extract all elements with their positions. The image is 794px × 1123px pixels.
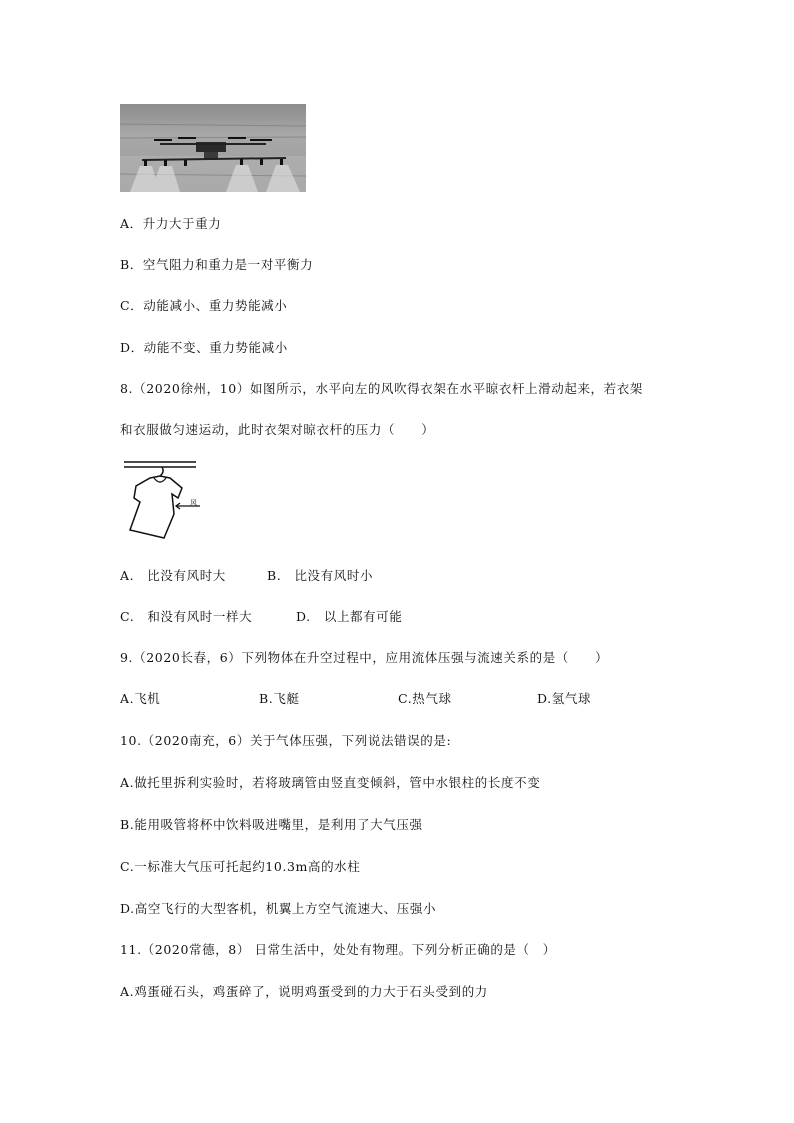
q8-stem-line2: 和衣服做匀速运动，此时衣架对晾衣杆的压力（ ） bbox=[120, 422, 435, 437]
q9-option-a: A.飞机 bbox=[120, 691, 161, 706]
q7-option-a: A．升力大于重力 bbox=[120, 216, 222, 231]
q7-option-d: D．动能不变、重力势能减小 bbox=[120, 340, 288, 355]
clothes-hanger-figure bbox=[120, 458, 210, 550]
q11-option-a: A.鸡蛋碰石头，鸡蛋碎了，说明鸡蛋受到的力大于石头受到的力 bbox=[120, 984, 488, 999]
q8-option-b: B. 比没有风时小 bbox=[267, 568, 374, 583]
q9-stem: 9.（2020长春，6）下列物体在升空过程中，应用流体压强与流速关系的是（ ） bbox=[120, 650, 609, 665]
q8-stem-line1: 8.（2020徐州，10）如图所示，水平向左的风吹得衣架在水平晾衣杆上滑动起来，若衣架 bbox=[120, 381, 643, 396]
q10-option-b: B.能用吸管将杯中饮料吸进嘴里，是利用了大气压强 bbox=[120, 817, 423, 832]
q10-option-a: A.做托里拆利实验时，若将玻璃管由竖直变倾斜，管中水银柱的长度不变 bbox=[120, 775, 541, 790]
q9-option-d: D.氢气球 bbox=[537, 691, 592, 706]
q7-option-c: C．动能减小、重力势能减小 bbox=[120, 298, 288, 313]
q10-option-d: D.高空飞行的大型客机，机翼上方空气流速大、压强小 bbox=[120, 901, 437, 916]
q11-stem: 11.（2020常德，8） 日常生活中，处处有物理。下列分析正确的是（ ） bbox=[120, 942, 556, 957]
q9-option-b: B.飞艇 bbox=[259, 691, 300, 706]
wind-label: 风 bbox=[190, 499, 197, 507]
q7-option-b: B．空气阻力和重力是一对平衡力 bbox=[120, 257, 314, 272]
q10-option-c: C.一标准大气压可托起约10.3m高的水柱 bbox=[120, 859, 361, 874]
q8-option-c: C. 和没有风时一样大 bbox=[120, 609, 253, 624]
q10-stem: 10.（2020南充，6）关于气体压强，下列说法错误的是: bbox=[120, 733, 452, 748]
q8-option-d: D. 以上都有可能 bbox=[296, 609, 403, 624]
q8-option-a: A. 比没有风时大 bbox=[120, 568, 226, 583]
drone-photo bbox=[120, 104, 306, 192]
q9-option-c: C.热气球 bbox=[398, 691, 452, 706]
